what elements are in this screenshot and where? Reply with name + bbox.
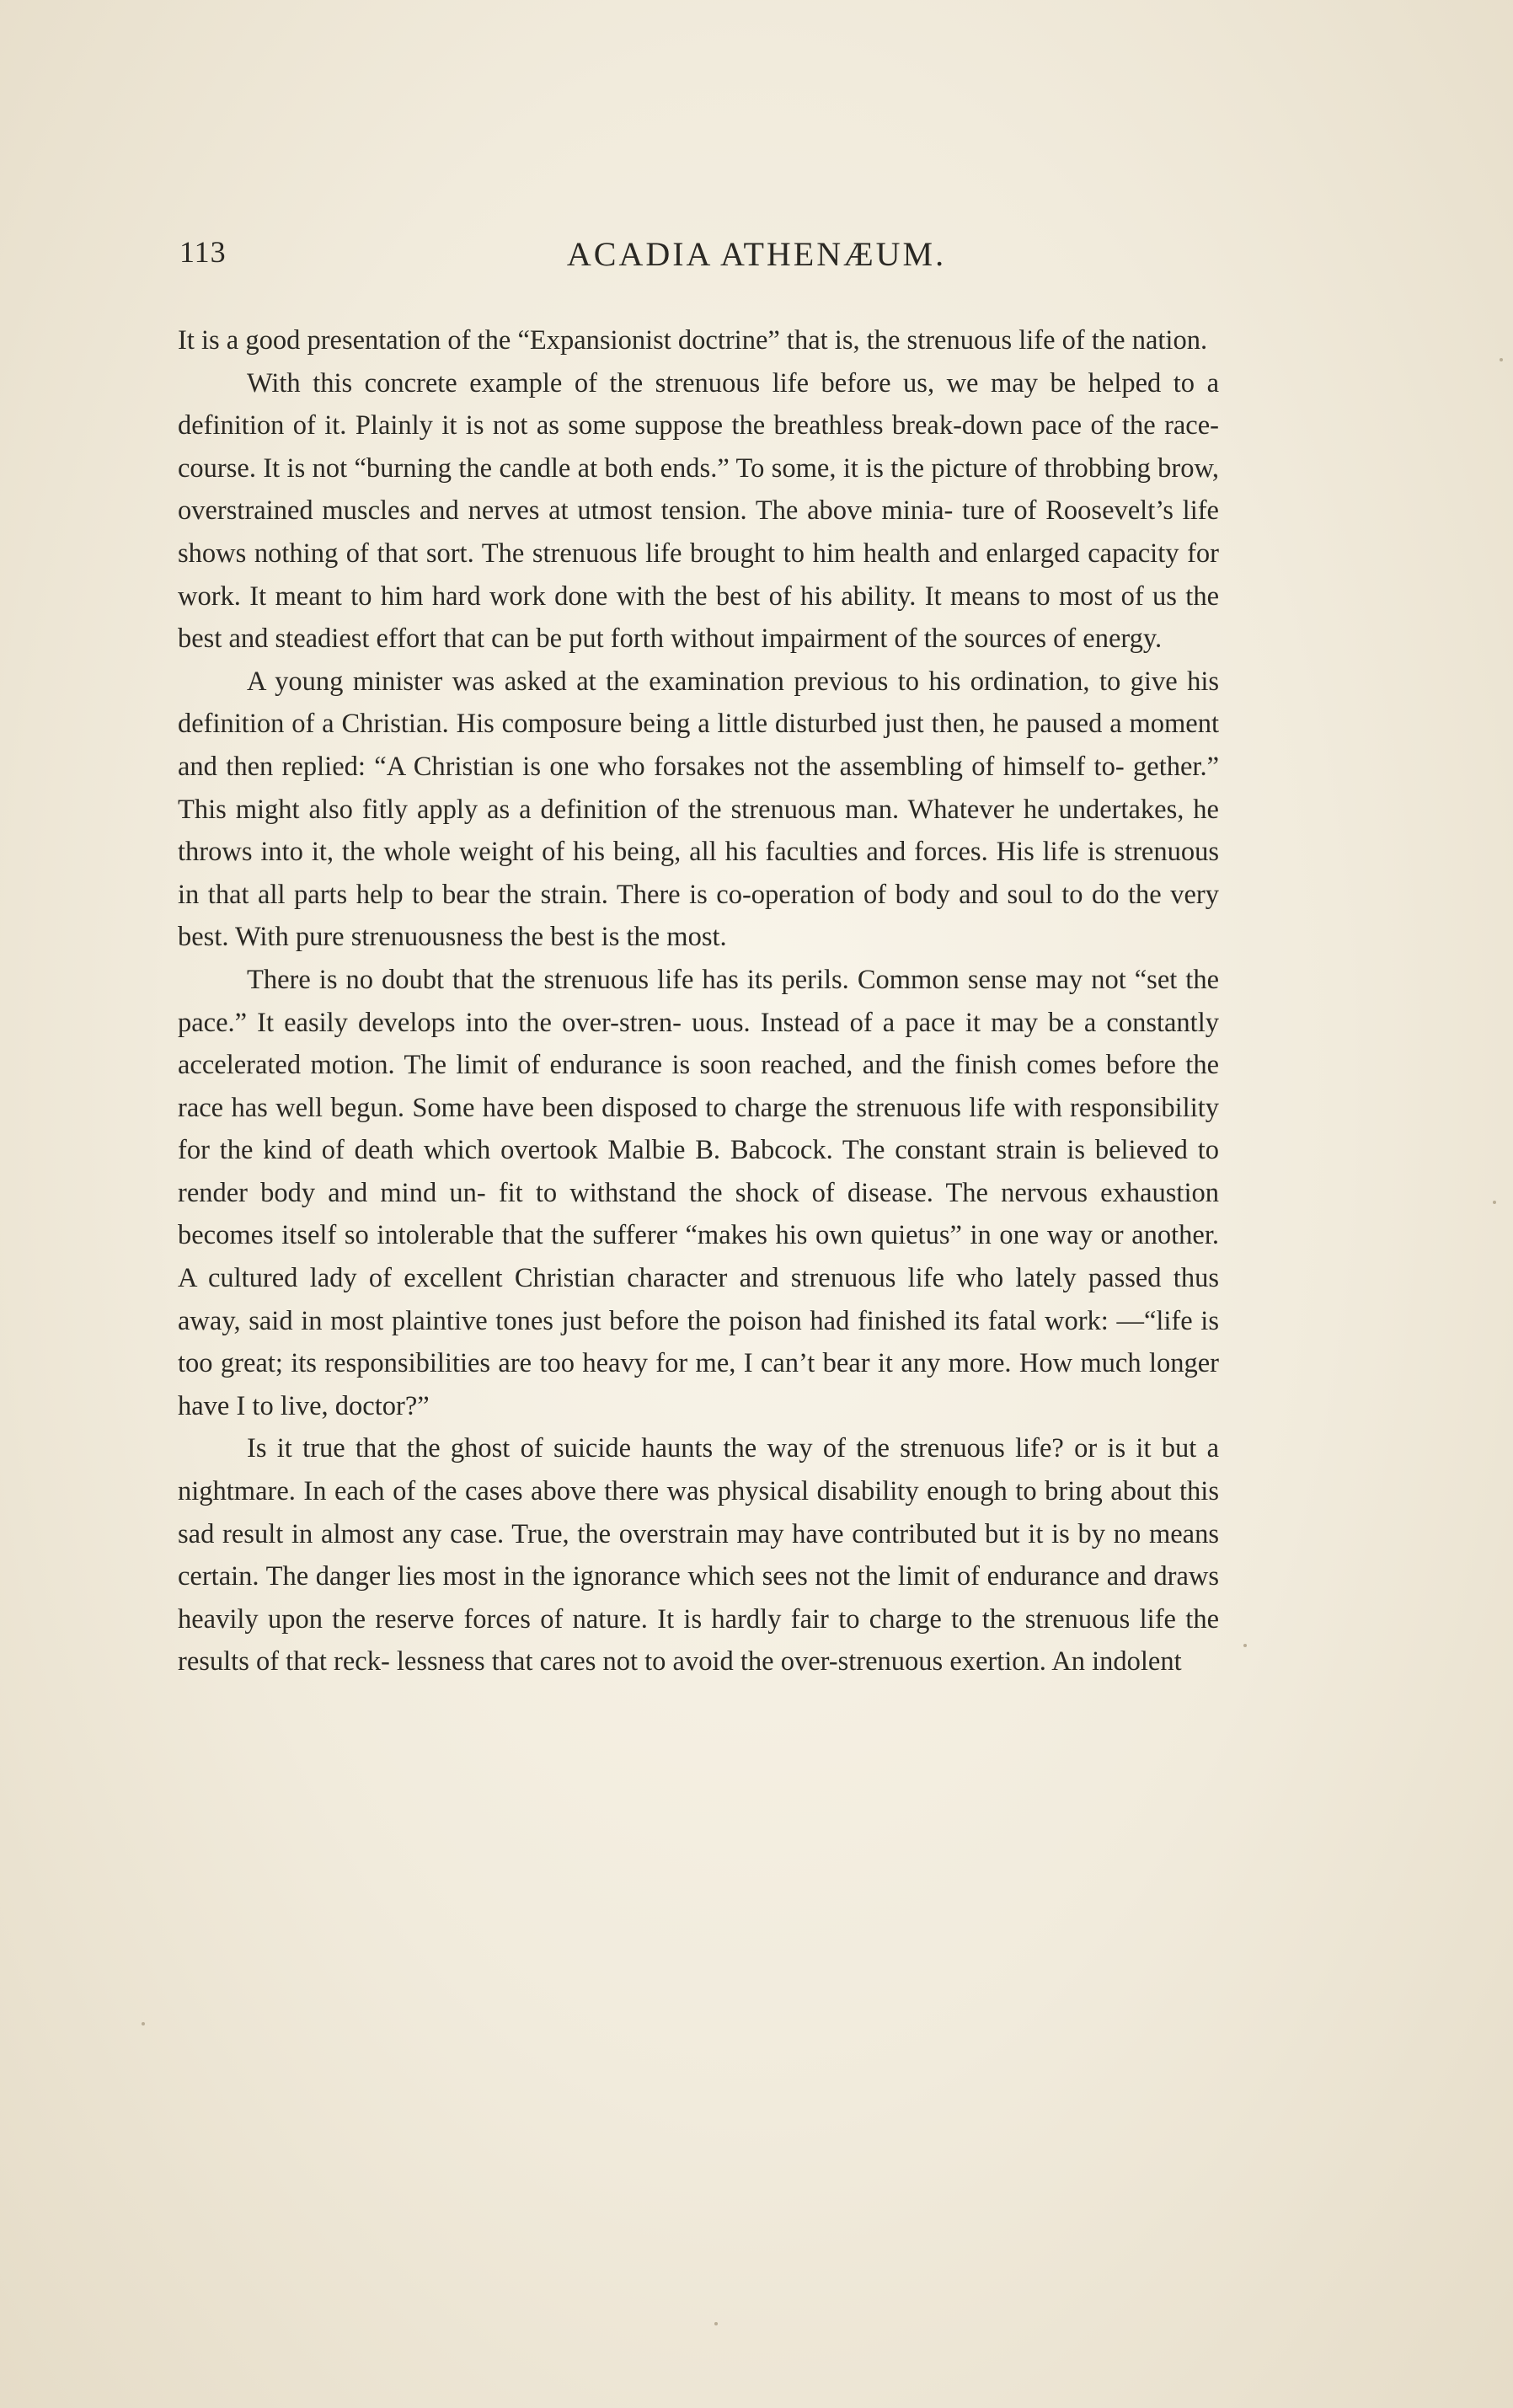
paper-speck	[1243, 1644, 1247, 1647]
running-head	[179, 234, 1334, 285]
paper-speck	[142, 2022, 145, 2025]
paper-speck	[1500, 358, 1503, 361]
page-number: 113	[179, 235, 227, 269]
article-body	[178, 319, 1219, 1683]
journal-title: ACADIA ATHENÆUM.	[566, 235, 947, 273]
paper-speck	[714, 2322, 718, 2325]
paragraph: A young minister was asked at the examination previous to his ordination, to give his definition of a Christian. His composure being a little disturbed just then, he paused a moment and then replied: “A Christian is one who forsakes not the assembling of himself to- gether.” This might also fitly apply as a definition of the strenuous man. Whatever he undertakes, he throws into it, the whole weight of his being, all his faculties and forces. His life is strenuous in that all parts help to bear the strain. There is co-operation of body and soul to do the very best. With pure strenuousness the best is the most.	[178, 666, 1219, 953]
paragraph: Is it true that the ghost of suicide haunts the way of the strenuous life? or is it but a nightmare. In each of the cases above there was physical disability enough to bring about this sad result in almost any case. True, the overstrain may have contributed but it is by no means certain. The danger lies most in the ignorance which sees not the limit of endurance and draws heavily upon the reserve forces of nature. It is hardly fair to charge to the strenuous life the results of that reck- lessness that cares not to avoid the over-strenuous exertion. An indolent	[178, 1433, 1219, 1678]
paragraph: It is a good presentation of the “Expansionist doctrine” that is, the strenuous life of the nation.	[178, 325, 1208, 356]
paper-speck	[1493, 1201, 1496, 1204]
paragraph: With this concrete example of the strenuous life before us, we may be helped to a definition of it. Plainly it is not as some suppose the breathless break-down pace of the race-course. It is not “burning the candle at both ends.” To some, it is the picture of throbbing brow, overstrained muscles and nerves at utmost tension. The above minia- ture of Roosevelt’s life shows nothing of that sort. The strenuous life brought to him health and enlarged capacity for work. It meant to him hard work done with the best of his ability. It means to most of us the best and steadiest effort that can be put forth without impairment of the sources of energy.	[178, 367, 1219, 655]
paragraph: There is no doubt that the strenuous life has its perils. Common sense may not “set the pace.” It easily develops into the over-stren- uous. Instead of a pace it may be a constantly accelerated motion. The limit of endurance is soon reached, and the finish comes before the race has well begun. Some have been disposed to charge the strenuous life with responsibility for the kind of death which overtook Malbie B. Babcock. The constant strain is believed to render body and mind un- fit to withstand the shock of disease. The nervous exhaustion becomes itself so intolerable that the sufferer “makes his own quietus” in one way or another. A cultured lady of excellent Christian character and strenuous life who lately passed thus away, said in most plaintive tones just before the poison had finished its fatal work: —“life is too great; its responsibilities are too heavy for me, I can’t bear it any more. How much longer have I to live, doctor?”	[178, 964, 1219, 1421]
